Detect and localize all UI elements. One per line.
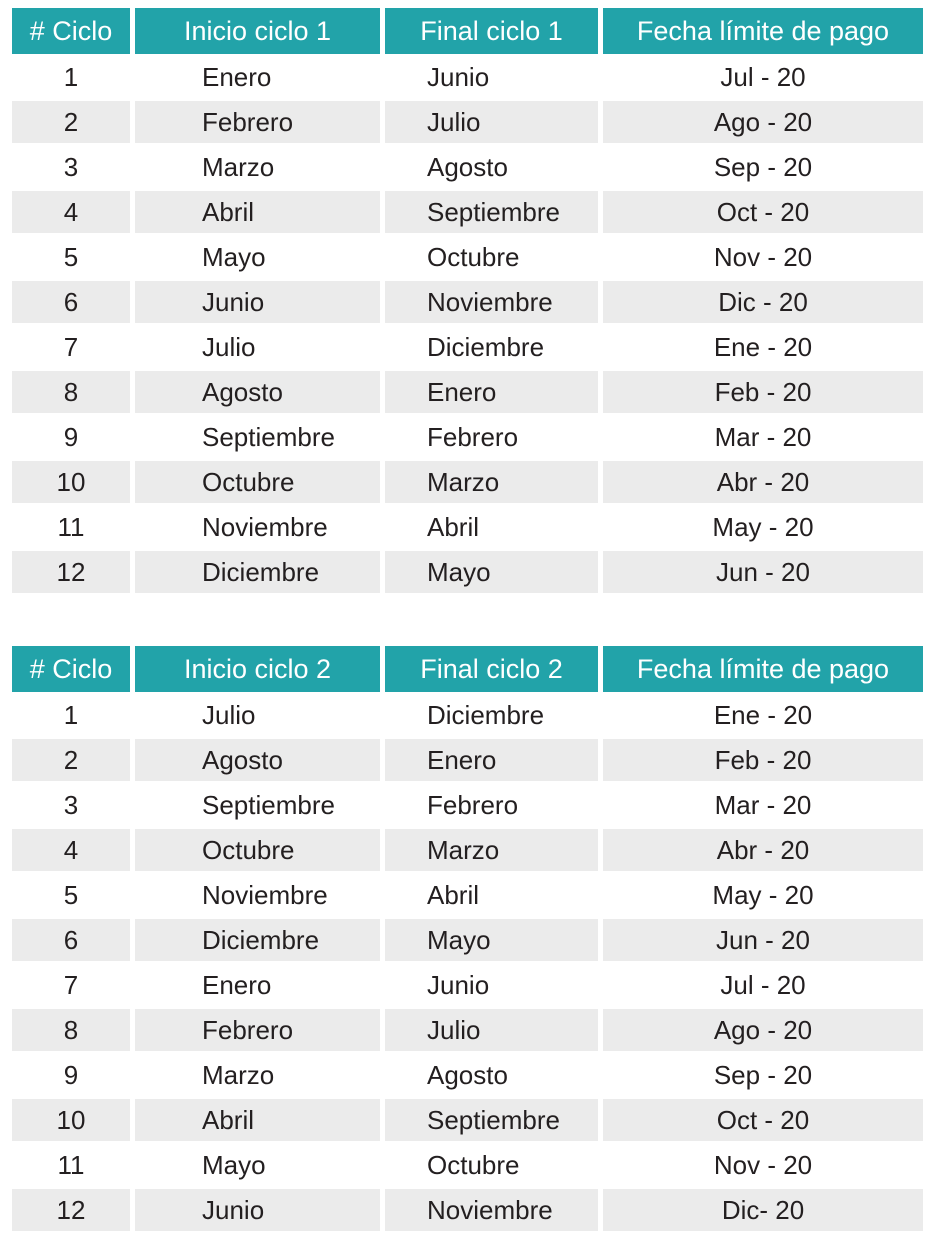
- table-row: [12, 191, 926, 233]
- cell-cycle-start: Agosto: [135, 371, 380, 413]
- cycle-table-1: [12, 8, 926, 593]
- cell-cycle-start: Abril: [135, 191, 380, 233]
- cell-payment-deadline: Jun - 20: [603, 919, 923, 961]
- table-row: [12, 829, 926, 871]
- table-row: [12, 101, 926, 143]
- cell-cycle-number: 3: [63, 151, 79, 182]
- cell-cycle-end: Junio: [427, 61, 490, 92]
- cell-cycle-number: 5: [63, 241, 79, 272]
- table-row: [12, 281, 926, 323]
- cell-payment-deadline: Ago - 20: [603, 1009, 923, 1051]
- cell-cycle-end: Octubre: [427, 241, 520, 272]
- cell-payment-deadline: Jul - 20: [720, 61, 806, 92]
- cell-cycle-number: 7: [63, 969, 79, 1000]
- cell-payment-deadline: Abr - 20: [603, 461, 923, 503]
- cell-cycle-number: 11: [57, 1149, 85, 1180]
- cell-cycle-start: Noviembre: [202, 879, 328, 910]
- cell-cycle-start: Septiembre: [202, 421, 335, 452]
- table-row: [12, 146, 926, 188]
- cell-cycle-start: Febrero: [135, 101, 380, 143]
- cell-cycle-end: Marzo: [385, 829, 598, 871]
- cell-cycle-number: 10: [12, 1099, 130, 1141]
- cell-cycle-number: 2: [12, 739, 130, 781]
- header-payment-deadline: Fecha límite de pago: [603, 8, 923, 54]
- header-cycle-start: Inicio ciclo 1: [135, 8, 380, 54]
- table-row: [12, 551, 926, 593]
- cell-payment-deadline: Jun - 20: [603, 551, 923, 593]
- cell-cycle-number: 10: [12, 461, 130, 503]
- cell-cycle-number: 7: [63, 331, 79, 362]
- cell-cycle-start: Octubre: [135, 461, 380, 503]
- cell-cycle-end: Abril: [427, 879, 480, 910]
- cell-cycle-end: Noviembre: [385, 1189, 598, 1231]
- cell-cycle-start: Enero: [202, 969, 272, 1000]
- table-row: [12, 56, 926, 98]
- cell-payment-deadline: Jul - 20: [720, 969, 806, 1000]
- cycle-table-2: [12, 646, 926, 1231]
- cell-cycle-start: Mayo: [202, 1149, 266, 1180]
- cell-cycle-number: 6: [12, 281, 130, 323]
- cell-cycle-number: 2: [12, 101, 130, 143]
- cell-cycle-start: Julio: [202, 331, 256, 362]
- cell-cycle-number: 5: [63, 879, 79, 910]
- table-row: [12, 1054, 926, 1096]
- cell-cycle-number: 4: [12, 191, 130, 233]
- cell-cycle-number: 4: [12, 829, 130, 871]
- table-row: [12, 919, 926, 961]
- cell-cycle-end: Agosto: [427, 1059, 508, 1090]
- cell-cycle-end: Agosto: [427, 151, 508, 182]
- cell-cycle-number: 1: [63, 61, 79, 92]
- cell-cycle-end: Mayo: [385, 919, 598, 961]
- cell-cycle-number: 3: [63, 789, 79, 820]
- cell-cycle-end: Septiembre: [385, 191, 598, 233]
- table-row: [12, 1144, 926, 1186]
- cell-cycle-number: 8: [12, 371, 130, 413]
- cell-payment-deadline: Oct - 20: [603, 1099, 923, 1141]
- cell-cycle-end: Septiembre: [385, 1099, 598, 1141]
- cell-cycle-end: Noviembre: [385, 281, 598, 323]
- cell-payment-deadline: Mar - 20: [714, 421, 812, 452]
- table-header-row: [12, 646, 926, 692]
- cell-cycle-end: Junio: [427, 969, 490, 1000]
- cell-payment-deadline: Ago - 20: [603, 101, 923, 143]
- header-payment-deadline: Fecha límite de pago: [603, 646, 923, 692]
- cell-cycle-end: Mayo: [385, 551, 598, 593]
- cell-payment-deadline: Ene - 20: [713, 331, 813, 362]
- cell-cycle-number: 12: [12, 551, 130, 593]
- table-row: [12, 1009, 926, 1051]
- table-row: [12, 739, 926, 781]
- cell-payment-deadline: Mar - 20: [714, 789, 812, 820]
- cell-cycle-end: Abril: [427, 511, 480, 542]
- cell-cycle-end: Febrero: [427, 421, 519, 452]
- cell-cycle-start: Mayo: [202, 241, 266, 272]
- cell-cycle-number: 8: [12, 1009, 130, 1051]
- cell-cycle-end: Julio: [385, 1009, 598, 1051]
- cell-payment-deadline: Dic - 20: [603, 281, 923, 323]
- cell-cycle-end: Marzo: [385, 461, 598, 503]
- cell-payment-deadline: Sep - 20: [713, 151, 813, 182]
- cell-payment-deadline: Feb - 20: [603, 371, 923, 413]
- table-row: [12, 416, 926, 458]
- cell-cycle-start: Junio: [135, 281, 380, 323]
- table-row: [12, 1099, 926, 1141]
- cell-cycle-start: Enero: [202, 61, 272, 92]
- cell-cycle-end: Octubre: [427, 1149, 520, 1180]
- cell-payment-deadline: Abr - 20: [603, 829, 923, 871]
- cell-cycle-end: Enero: [385, 371, 598, 413]
- cell-payment-deadline: Feb - 20: [603, 739, 923, 781]
- cell-cycle-number: 9: [63, 421, 79, 452]
- cell-cycle-start: Febrero: [135, 1009, 380, 1051]
- cell-payment-deadline: Nov - 20: [713, 1149, 813, 1180]
- table-row: [12, 784, 926, 826]
- header-cycle-number: # Ciclo: [12, 646, 130, 692]
- table-header-row: [12, 8, 926, 54]
- cell-payment-deadline: Nov - 20: [713, 241, 813, 272]
- cell-payment-deadline: Sep - 20: [713, 1059, 813, 1090]
- table-row: [12, 371, 926, 413]
- header-cycle-start: Inicio ciclo 2: [135, 646, 380, 692]
- cell-cycle-end: Diciembre: [427, 699, 545, 730]
- cell-cycle-end: Julio: [385, 101, 598, 143]
- cell-cycle-number: 1: [63, 699, 79, 730]
- cell-payment-deadline: May - 20: [712, 879, 814, 910]
- cell-cycle-end: Enero: [385, 739, 598, 781]
- header-cycle-end: Final ciclo 1: [385, 8, 598, 54]
- cell-cycle-start: Marzo: [202, 151, 275, 182]
- cell-cycle-start: Junio: [135, 1189, 380, 1231]
- cell-cycle-start: Diciembre: [135, 919, 380, 961]
- cell-cycle-number: 11: [57, 511, 85, 542]
- cell-cycle-start: Agosto: [135, 739, 380, 781]
- cell-payment-deadline: May - 20: [712, 511, 814, 542]
- table-row: [12, 461, 926, 503]
- cell-payment-deadline: Oct - 20: [603, 191, 923, 233]
- header-cycle-end: Final ciclo 2: [385, 646, 598, 692]
- table-row: [12, 694, 926, 736]
- header-cycle-number: # Ciclo: [12, 8, 130, 54]
- table-row: [12, 506, 926, 548]
- cell-cycle-start: Abril: [135, 1099, 380, 1141]
- cell-cycle-start: Noviembre: [202, 511, 328, 542]
- cell-cycle-start: Marzo: [202, 1059, 275, 1090]
- cell-cycle-number: 12: [12, 1189, 130, 1231]
- table-row: [12, 1189, 926, 1231]
- table-row: [12, 874, 926, 916]
- cell-cycle-end: Febrero: [427, 789, 519, 820]
- cell-cycle-start: Julio: [202, 699, 256, 730]
- cell-cycle-end: Diciembre: [427, 331, 545, 362]
- cell-cycle-start: Octubre: [135, 829, 380, 871]
- table-row: [12, 964, 926, 1006]
- cell-payment-deadline: Dic- 20: [603, 1189, 923, 1231]
- cell-cycle-start: Diciembre: [135, 551, 380, 593]
- cell-cycle-start: Septiembre: [202, 789, 335, 820]
- table-row: [12, 236, 926, 278]
- cell-payment-deadline: Ene - 20: [713, 699, 813, 730]
- cell-cycle-number: 9: [63, 1059, 79, 1090]
- table-row: [12, 326, 926, 368]
- cell-cycle-number: 6: [12, 919, 130, 961]
